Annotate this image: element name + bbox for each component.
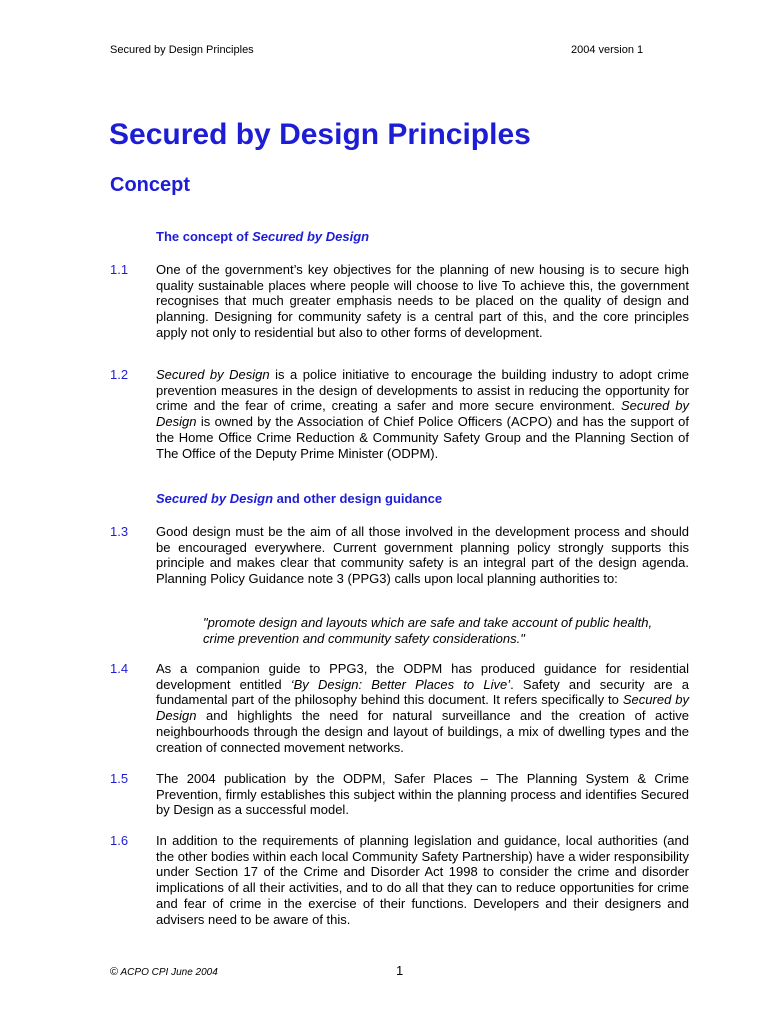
- subheading-guidance: [156, 491, 442, 507]
- paragraph-text: One of the government’s key objectives for the planning of new housing is to secure high quality sustainable places where people will choose to live To achieve this, the government recognises that much greater emphasis needs to be placed on the quality of design and planning. Designing for community safety is a central part of this, and the core principles apply not only to residential but also to other forms of development.: [156, 262, 689, 340]
- em-secured-by-design: Secured by Design: [156, 367, 270, 382]
- subheading-concept-em: Secured by Design: [252, 229, 370, 244]
- footer-copyright: [110, 965, 218, 980]
- paragraph-1-2: [110, 367, 690, 461]
- text-fragment: is a police initiative to encourage the building industry to adopt crime prevention measures in the design of developments to assist in reducing the opportunity for crime and the fear of crime, creating a safer and more secure environment.: [156, 367, 690, 414]
- em-secured-by-design: Secured by Design: [156, 398, 690, 430]
- paragraph-number: 1.2: [110, 367, 129, 382]
- paragraph-number: 1.5: [110, 771, 129, 786]
- paragraph-text: The 2004 publication by the ODPM, Safer Places – The Planning System & Crime Prevention, firmly establishes this subject within the planning process and identifies Secured by Design as a successful model.: [156, 771, 689, 818]
- subheading-guidance-em: Secured by Design: [156, 491, 274, 506]
- paragraph-number: 1.4: [110, 661, 129, 676]
- paragraph-text: [156, 661, 689, 755]
- subheading-concept: [156, 229, 369, 245]
- running-header-version: 2004 version 1: [571, 44, 644, 56]
- page-number: 1: [396, 963, 404, 978]
- em-by-design-title: ‘By Design: Better Places to Live’: [290, 676, 511, 692]
- text-fragment: and highlights the need for natural surveillance and the creation of active neighbourhoods through the design and layout of buildings, a mix of dwelling types and the creation of connected movement networks.: [156, 708, 689, 755]
- paragraph-number: 1.6: [110, 833, 129, 848]
- paragraph-1-4: [110, 661, 690, 755]
- paragraph-text: Good design must be the aim of all those involved in the development process and should be encouraged everywhere. Current government planning policy strongly supports this principle and makes clear that community safety is an integral part of the design agenda. Planning Policy Guidance note 3 (PPG3) calls upon local planning authorities to:: [156, 524, 689, 587]
- paragraph-number: 1.1: [110, 262, 129, 277]
- subheading-guidance-text: and other design guidance: [273, 491, 443, 506]
- paragraph-text: In addition to the requirements of planning legislation and guidance, local authorities (and the other bodies within each local Community Safety Partnership) have a wider responsibility under Section 17 of the Crime and Disorder Act 1998 to consider the crime and disorder implications of all their activities, and to do all that they can to reduce opportunities for crime and fear of crime in the exercise of their functions. Developers and their designers and advisers need to be aware of this.: [156, 833, 689, 927]
- footer-copyright-text: ACPO CPI June 2004: [118, 967, 218, 978]
- subheading-concept-text: The concept of: [156, 229, 253, 244]
- paragraph-text: [156, 367, 689, 461]
- em-secured-by-design: Secured by Design: [156, 692, 690, 724]
- quotation: "promote design and layouts which are safe and take account of public health, crime prevention and community safety considerations.": [203, 615, 653, 646]
- text-fragment: is owned by the Association of Chief Police Officers (ACPO) and has the support of the Home Office Crime Reduction & Community Safety Group and the Planning Section of The Office of the Deputy Prime Minister (ODPM).: [156, 414, 689, 461]
- running-header-title: Secured by Design Principles: [110, 44, 254, 56]
- page-title: Secured by Design Principles: [109, 118, 531, 151]
- paragraph-1-5: [110, 771, 690, 818]
- paragraph-1-3: [110, 524, 690, 587]
- paragraph-1-6: [110, 833, 690, 927]
- text-fragment: . Safety and security are a fundamental part of the philosophy behind this document. It refers specifically to: [156, 676, 689, 708]
- text-fragment: As a companion guide to PPG3, the ODPM has produced guidance for residential development entitled: [156, 661, 689, 692]
- copyright-icon: ©: [110, 966, 119, 978]
- paragraph-number: 1.3: [110, 524, 129, 539]
- paragraph-1-1: [110, 262, 690, 341]
- section-heading: Concept: [110, 174, 190, 196]
